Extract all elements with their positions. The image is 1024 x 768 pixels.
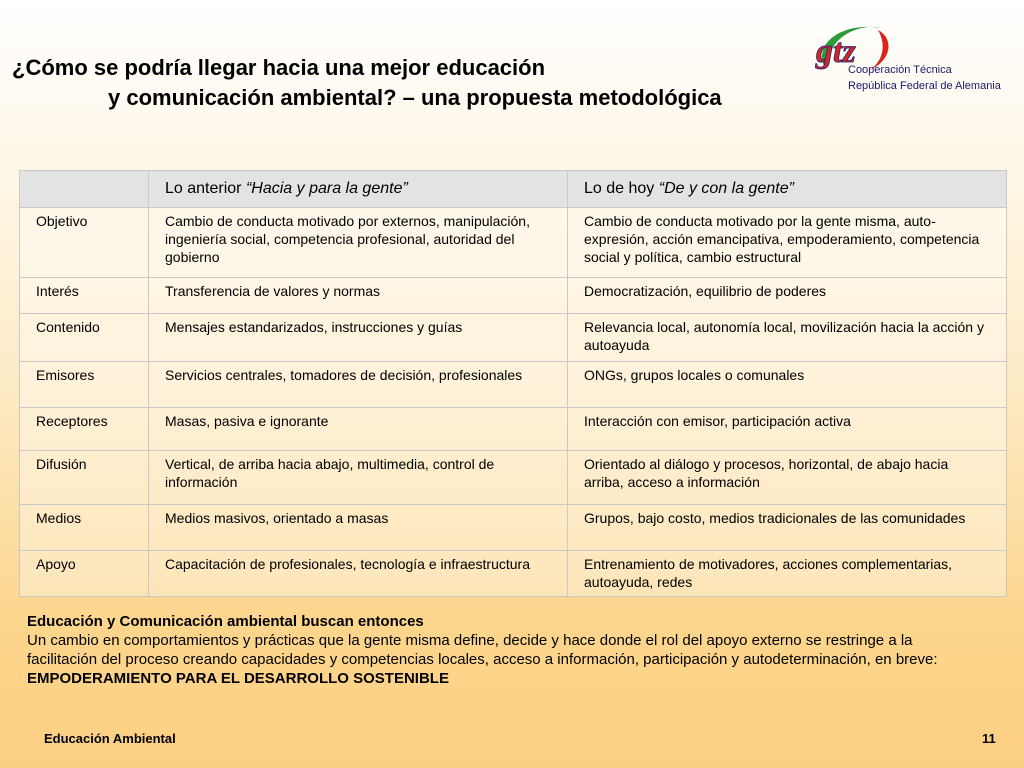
- header-anterior-italic: “Hacia y para la gente”: [245, 180, 408, 197]
- header-hoy-italic: “De y con la gente”: [658, 180, 794, 197]
- cell-hoy: Grupos, bajo costo, medios tradicionales de las comunidades: [568, 505, 1007, 551]
- summary-heading: Educación y Comunicación ambiental buscan entonces: [27, 613, 424, 630]
- row-label: Apoyo: [20, 551, 149, 597]
- cell-anterior: Cambio de conducta motivado por externos, manipulación, ingeniería social, competencia profesional, autoridad del gobierno: [149, 208, 568, 278]
- row-label: Objetivo: [20, 208, 149, 278]
- cell-anterior: Masas, pasiva e ignorante: [149, 408, 568, 451]
- organization-line1: Cooperación Técnica: [848, 64, 952, 76]
- summary-block: [27, 612, 977, 688]
- table-row: [20, 208, 1007, 278]
- organization-name: [848, 62, 1001, 94]
- gtz-logo-text: gtz: [816, 33, 856, 70]
- cell-hoy: ONGs, grupos locales o comunales: [568, 362, 1007, 408]
- cell-hoy: Democratización, equilibrio de poderes: [568, 278, 1007, 314]
- comparison-table: [19, 170, 1007, 597]
- table-row: [20, 408, 1007, 451]
- header-hoy: [568, 171, 1007, 208]
- table-row: [20, 278, 1007, 314]
- slide-title: [12, 53, 722, 113]
- cell-hoy: Relevancia local, autonomía local, movilización hacia la acción y autoayuda: [568, 314, 1007, 362]
- cell-anterior: Transferencia de valores y normas: [149, 278, 568, 314]
- table-row: [20, 505, 1007, 551]
- slide-title-line2: y comunicación ambiental? – una propuesta metodológica: [108, 85, 722, 110]
- cell-anterior: Servicios centrales, tomadores de decisión, profesionales: [149, 362, 568, 408]
- cell-hoy: Interacción con emisor, participación activa: [568, 408, 1007, 451]
- summary-emphasis: EMPODERAMIENTO PARA EL DESARROLLO SOSTENIBLE: [27, 670, 449, 687]
- header-empty-cell: [20, 171, 149, 208]
- header-anterior-prefix: Lo anterior: [165, 180, 246, 197]
- summary-body: Un cambio en comportamientos y prácticas que la gente misma define, decide y hace donde el rol del apoyo externo se restringe a la facilitación del proceso creando capacidades y competencias locales, acceso a información, participación y autodeterminación, en breve:: [27, 632, 938, 668]
- header-anterior: [149, 171, 568, 208]
- row-label: Receptores: [20, 408, 149, 451]
- cell-anterior: Mensajes estandarizados, instrucciones y guías: [149, 314, 568, 362]
- cell-hoy: Cambio de conducta motivado por la gente misma, auto-expresión, acción emancipativa, empoderamiento, competencia social y política, cambio estructural: [568, 208, 1007, 278]
- cell-anterior: Vertical, de arriba hacia abajo, multimedia, control de información: [149, 451, 568, 505]
- slide-title-line1: ¿Cómo se podría llegar hacia una mejor educación: [12, 55, 546, 80]
- table-row: [20, 551, 1007, 597]
- row-label: Medios: [20, 505, 149, 551]
- table-header-row: [20, 171, 1007, 208]
- cell-hoy: Orientado al diálogo y procesos, horizontal, de abajo hacia arriba, acceso a información: [568, 451, 1007, 505]
- cell-hoy: Entrenamiento de motivadores, acciones complementarias, autoayuda, redes: [568, 551, 1007, 597]
- row-label: Contenido: [20, 314, 149, 362]
- cell-anterior: Medios masivos, orientado a masas: [149, 505, 568, 551]
- header-hoy-prefix: Lo de hoy: [584, 180, 659, 197]
- organization-line2: República Federal de Alemania: [848, 80, 1001, 92]
- footer-title: Educación Ambiental: [44, 731, 176, 746]
- row-label: Interés: [20, 278, 149, 314]
- page-number: 11: [982, 731, 996, 746]
- row-label: Emisores: [20, 362, 149, 408]
- table-row: [20, 451, 1007, 505]
- row-label: Difusión: [20, 451, 149, 505]
- table-row: [20, 362, 1007, 408]
- cell-anterior: Capacitación de profesionales, tecnología e infraestructura: [149, 551, 568, 597]
- table-row: [20, 314, 1007, 362]
